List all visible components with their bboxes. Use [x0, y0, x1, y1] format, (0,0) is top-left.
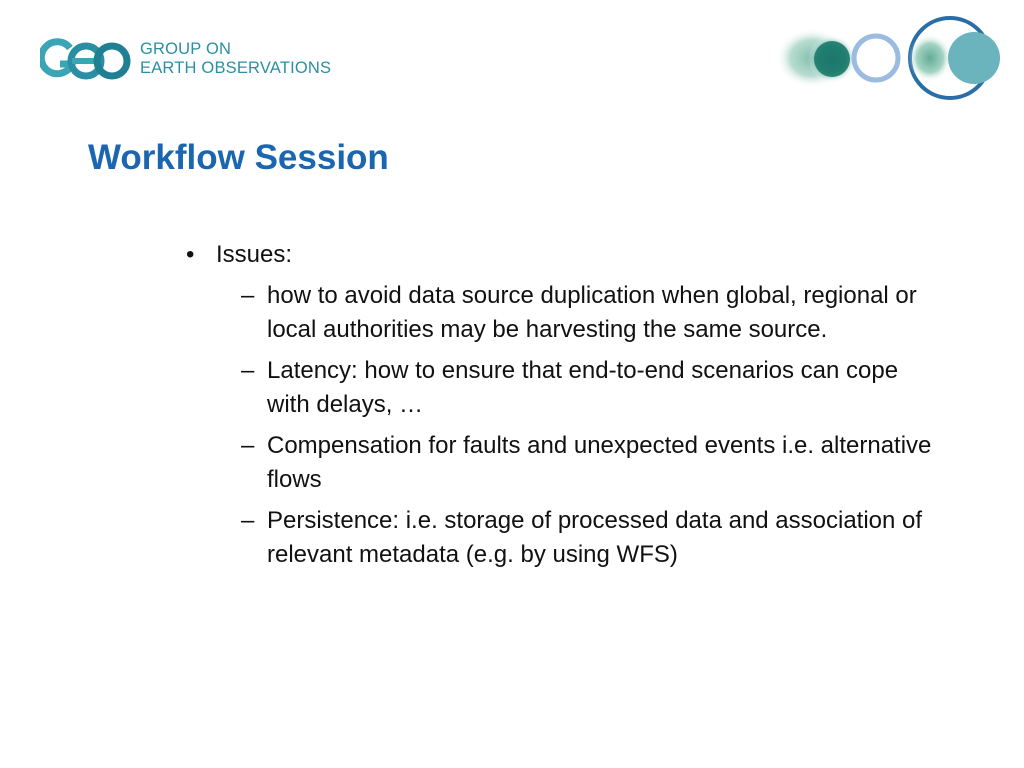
- geo-logo-text: [140, 40, 331, 78]
- sub-bullet-item: [186, 429, 947, 497]
- bullet-icon: •: [186, 241, 195, 268]
- bullet-label: Issues:: [216, 241, 293, 268]
- sub-bullet-item: [186, 279, 947, 347]
- sub-bullet-item: [186, 504, 947, 572]
- slide-title: Workflow Session: [88, 138, 389, 177]
- dash-icon: –: [241, 432, 255, 459]
- logo-line-1: GROUP ON: [140, 40, 232, 58]
- sub-bullet-text: Persistence: i.e. storage of processed data and association of relevant metadata (e.g. by using WFS): [267, 507, 923, 568]
- sub-bullet-text: Compensation for faults and unexpected events i.e. alternative flows: [267, 432, 932, 493]
- sub-bullet-text: Latency: how to ensure that end-to-end scenarios can cope with delays, …: [267, 357, 899, 418]
- dash-icon: –: [241, 507, 255, 534]
- dash-icon: –: [241, 282, 255, 309]
- geo-logo: [40, 38, 340, 88]
- sub-bullet-text: how to avoid data source duplication when global, regional or local authorities may be harvesting the same source.: [267, 282, 917, 343]
- geo-logo-mark-icon: [40, 38, 132, 84]
- sub-bullet-list: [186, 279, 966, 572]
- slide-content: [186, 238, 966, 579]
- decorative-circles-icon: [770, 10, 1010, 110]
- logo-line-2: EARTH OBSERVATIONS: [140, 59, 332, 77]
- sub-bullet-item: [186, 354, 947, 422]
- dash-icon: –: [241, 357, 255, 384]
- bullet-item: [186, 238, 966, 272]
